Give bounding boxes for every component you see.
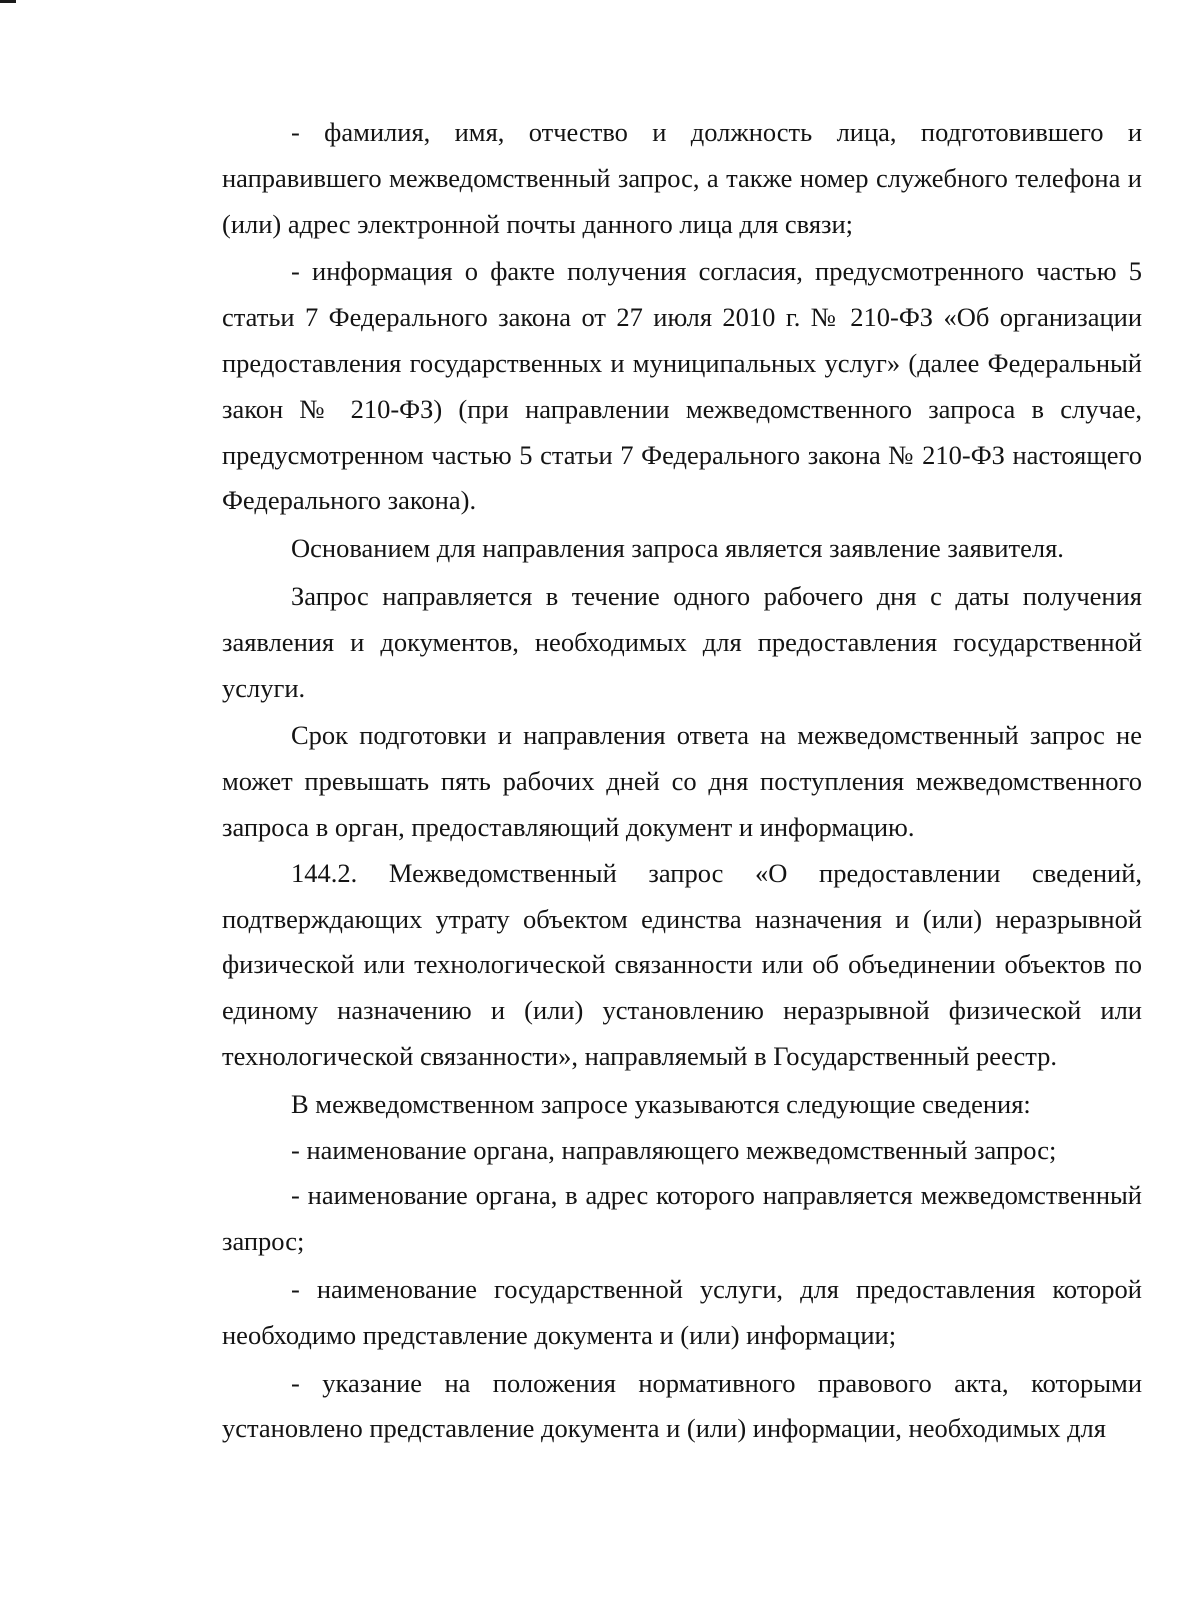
list-item-service-name: - наименование государственной услуги, для предоставления которой необходимо представление документа и (или) информации;	[222, 1273, 1142, 1350]
paragraph-consent-info: - информация о факте получения согласия, предусмотренного частью 5 статьи 7 Федерального закона от 27 июля 2010 г. № 210-ФЗ «Об организации предоставления государственных и муниципальных услуг» (далее Федеральный закон № 210-ФЗ) (при направлении межведомственного запроса в случае, предусмотренном частью 5 статьи 7 Федерального закона № 210-ФЗ настоящего Федерального закона).	[222, 256, 1142, 516]
paragraph-contact-person: - фамилия, имя, отчество и должность лица, подготовившего и направившего межведомственный запрос, а также номер служебного телефона и (или) адрес электронной почты данного лица для связи;	[222, 117, 1142, 239]
paragraph-response-deadline: Срок подготовки и направления ответа на межведомственный запрос не может превышать пять рабочих дней со дня поступления межведомственного запроса в орган, предоставляющий документ и информацию.	[222, 720, 1142, 842]
list-item-recipient-organ: - наименование органа, в адрес которого направляется межведомственный запрос;	[222, 1180, 1142, 1257]
paragraph-basis: Основанием для направления запроса является заявление заявителя.	[291, 533, 1064, 564]
list-item-sender-organ: - наименование органа, направляющего межведомственный запрос;	[291, 1134, 1057, 1165]
scan-corner-mark	[0, 0, 16, 3]
paragraph-request-timing: Запрос направляется в течение одного рабочего дня с даты получения заявления и документов, необходимых для предоставления государственной услуги.	[222, 580, 1142, 703]
paragraph-section-144-2: 144.2. Межведомственный запрос «О предоставлении сведений, подтверждающих утрату объектом единства назначения и (или) неразрывной физической или технологической связанности или об объединении объектов по единому назначению и (или) установлению неразрывной физической или технологической связанности», направляемый в Государственный реестр.	[222, 857, 1142, 1071]
document-page	[222, 110, 1142, 1452]
list-item-legal-act-reference: - указание на положения нормативного правового акта, которыми установлено представление документа и (или) информации, необходимых для	[222, 1367, 1142, 1444]
paragraph-request-fields-intro: В межведомственном запросе указываются следующие сведения:	[291, 1088, 1031, 1119]
